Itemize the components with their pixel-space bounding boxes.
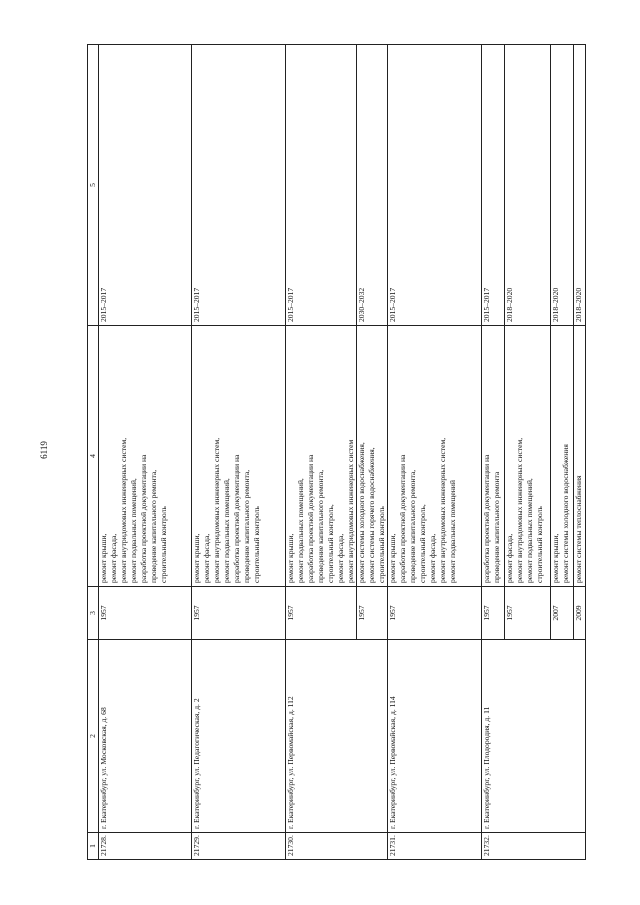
repair-work-item: ремонт системы холодного водоснабжения [560, 444, 570, 583]
building-address: г. Екатеринбург, ул. Первомайская, д. 114 [388, 640, 482, 833]
repair-work-item: ремонт внутридомовых инженерных систем, [119, 437, 128, 583]
repair-works [286, 326, 357, 587]
commissioning-year: 1957 [286, 587, 357, 640]
repair-work-item: проведение капитального ремонта, [242, 469, 251, 583]
repair-work-item: строительный контроль [535, 506, 545, 583]
repair-work-item: разработка проектной документации на [232, 454, 241, 583]
row-number: 21730. [286, 833, 388, 860]
column-header-5: 5 [88, 45, 99, 326]
building-address: г. Екатеринбург, ул. Московская, д. 68 [99, 640, 192, 833]
repair-work-item: ремонт подвальных помещений, [129, 478, 138, 583]
repair-work-item: ремонт системы теплоснабжения [573, 475, 583, 583]
repair-work-item: ремонт внутридомовых инженерных систем [346, 439, 355, 583]
repair-work-item: ремонт внутридомовых инженерных систем, [212, 437, 221, 583]
table-row [99, 45, 192, 860]
repair-work-item: строительный контроль [159, 506, 168, 583]
repair-works [388, 326, 482, 587]
row-number: 21731. [388, 833, 482, 860]
row-number: 21729. [192, 833, 286, 860]
repair-work-item: разработка проектной документации на [306, 454, 315, 583]
repair-period: 2030–2032 [357, 45, 388, 326]
repair-period: 2015–2017 [192, 45, 286, 326]
building-address: г. Екатеринбург, ул. Первомайская, д. 112 [286, 640, 388, 833]
repair-work-item: ремонт фасада, [202, 533, 211, 583]
building-address: г. Екатеринбург, ул. Плодородия, д. 11 [482, 640, 586, 833]
page-number: 6119 [39, 441, 49, 459]
repair-work-item: ремонт подвальных помещений [448, 480, 457, 583]
repair-work-item: разработка проектной документации на [482, 454, 491, 583]
commissioning-year: 2007 [550, 587, 573, 640]
repair-work-item: ремонт внутридомовых инженерных систем, [515, 437, 525, 583]
table-row [388, 45, 482, 860]
table-row [482, 45, 505, 860]
repair-work-item: ремонт фасада, [505, 533, 515, 583]
repair-work-item: ремонт фасада, [109, 533, 118, 583]
table-body [88, 45, 586, 860]
rotated-page-canvas [39, 45, 612, 860]
repair-works [505, 326, 550, 587]
repair-period: 2018–2020 [550, 45, 573, 326]
repair-work-item: проведение капитального ремонта, [149, 469, 158, 583]
table-row [286, 45, 357, 860]
repair-work-item: ремонт фасада, [336, 533, 345, 583]
repair-works [99, 326, 192, 587]
repair-work-item: ремонт подвальных помещений, [525, 478, 535, 583]
repair-work-item: разработка проектной документации на [398, 454, 407, 583]
repair-work-item: ремонт крыши, [99, 533, 108, 583]
repair-work-item: ремонт крыши, [286, 533, 295, 583]
repair-period: 2015–2017 [482, 45, 505, 326]
column-number-row [88, 45, 99, 860]
repair-work-item: ремонт подвальных помещений, [222, 478, 231, 583]
repair-work-item: ремонт крыши, [388, 533, 397, 583]
column-header-4: 4 [88, 326, 99, 587]
repair-work-item: ремонт крыши, [550, 533, 560, 583]
repair-works [357, 326, 388, 587]
repair-works [482, 326, 505, 587]
repair-period: 2018–2020 [573, 45, 585, 326]
repair-work-item: ремонт внутридомовых инженерных систем, [438, 437, 447, 583]
repair-work-item: ремонт крыши, [192, 533, 201, 583]
repair-works [192, 326, 286, 587]
column-header-1: 1 [88, 833, 99, 860]
repair-works [573, 326, 585, 587]
commissioning-year: 1957 [357, 587, 388, 640]
repair-work-item: разработка проектной документации на [139, 454, 148, 583]
row-number: 21732. [482, 833, 586, 860]
column-header-3: 3 [88, 587, 99, 640]
repair-period: 2015–2017 [388, 45, 482, 326]
commissioning-year: 1957 [482, 587, 505, 640]
table-row [192, 45, 286, 860]
repair-work-item: строительный контроль, [418, 504, 427, 583]
commissioning-year: 1957 [99, 587, 192, 640]
commissioning-year: 1957 [505, 587, 550, 640]
repair-schedule-table [87, 44, 586, 860]
repair-work-item: проведение капитального ремонта [492, 471, 501, 583]
repair-work-item: проведение капитального ремонта, [316, 469, 325, 583]
column-header-2: 2 [88, 640, 99, 833]
repair-work-item: строительный контроль, [326, 504, 335, 583]
row-number: 21728. [99, 833, 192, 860]
repair-work-item: ремонт системы холодного водоснабжения, [357, 442, 366, 583]
commissioning-year: 1957 [192, 587, 286, 640]
repair-work-item: строительный контроль [252, 506, 261, 583]
repair-work-item: ремонт подвальных помещений, [296, 478, 305, 583]
repair-work-item: ремонт системы горячего водоснабжения, [367, 447, 376, 583]
repair-work-item: ремонт фасада, [428, 533, 437, 583]
commissioning-year: 2009 [573, 587, 585, 640]
repair-period: 2015–2017 [99, 45, 192, 326]
building-address: г. Екатеринбург, ул. Педагогическая, д. 2 [192, 640, 286, 833]
repair-work-item: строительный контроль [377, 506, 386, 583]
repair-period: 2015–2017 [286, 45, 357, 326]
repair-works [550, 326, 573, 587]
repair-work-item: проведение капитального ремонта, [408, 469, 417, 583]
commissioning-year: 1957 [388, 587, 482, 640]
repair-period: 2018–2020 [505, 45, 550, 326]
